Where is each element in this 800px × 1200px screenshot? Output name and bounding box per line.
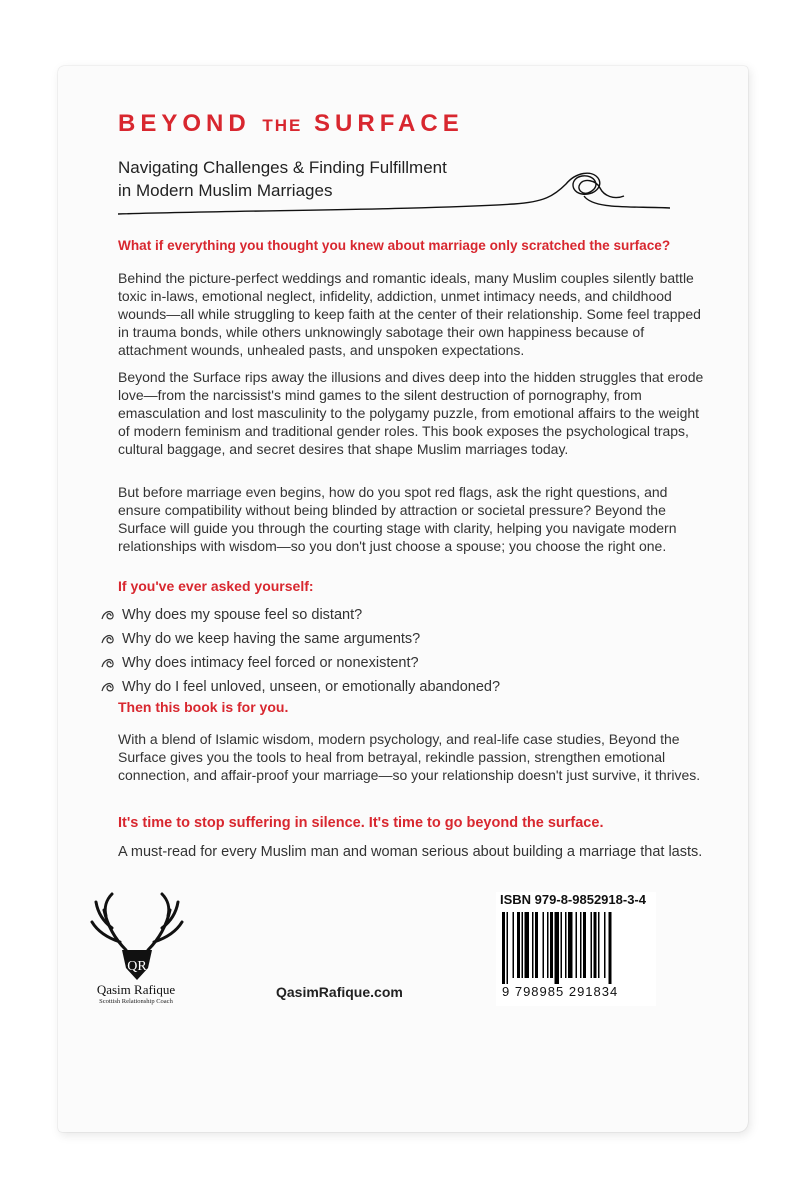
barcode-bar [594,912,597,978]
paragraph-courting: But before marriage even begins, how do you spot red flags, ask the right questions, and ensure compatibility without being blinded by attraction or societal pressure? Beyond the Surface will guide you through the courting stage with clarity, helping you navigate modern relationships with wisdom—so you don't just choose a spouse; you choose the right one. [118,484,677,554]
list-item [100,606,500,630]
barcode-bar [507,912,509,984]
barcode-bar [513,912,515,978]
must-read-line: A must-read for every Muslim man and woman serious about building a marriage that lasts. [118,844,703,860]
book-title [118,110,464,138]
barcode-bar [580,912,582,978]
bullet-swirl-icon [100,655,118,671]
list-item [100,654,500,678]
barcode-bar [550,912,553,978]
barcode-bar [604,912,606,978]
bullet-text: Why do I feel unloved, unseen, or emotionally abandoned? [122,679,501,695]
book-back-cover [58,66,748,1132]
bullet-swirl-icon [100,631,118,647]
asked-heading: If you've ever asked yourself: [118,578,314,594]
barcode-bar [565,912,567,978]
closing-line: It's time to stop suffering in silence. It's time to go beyond the surface. [118,815,604,831]
barcode-digits: 9 798985 291834 [502,984,619,999]
barcode-bar [522,912,524,978]
knot-swirl-icon [114,166,674,226]
question-list [100,606,500,702]
barcode-icon [498,912,654,984]
barcode-bar [583,912,586,978]
barcode-bar [543,912,545,978]
barcode-bar [555,912,560,984]
barcode-bar [591,912,593,978]
for-you-heading: Then this book is for you. [118,699,289,715]
isbn-barcode-block [496,892,656,1006]
book-subtitle: Navigating Challenges & Finding Fulfillment in Modern Muslim Marriages [118,158,447,200]
logo-tagline: Scottish Relationship Coach [99,998,173,1005]
website-link[interactable]: QasimRafique.com [276,984,403,1000]
bullet-text: Why do we keep having the same arguments? [122,631,421,647]
barcode-bar [576,912,578,978]
bullet-text: Why does my spouse feel so distant? [122,607,363,623]
barcode-bar [535,912,538,978]
title-beyond: BEYOND [118,110,263,137]
paragraph-struggles: Beyond the Surface rips away the illusions and dives deep into the hidden struggles that erode love—from the narcissist's mind games to the silent destruction of pornography, from emasculation and lost masculinity to the polygamy puzzle, from emotional affairs to the weight of modern feminism and traditional gender roles. This book exposes the psychological traps, cultural baggage, and secret desires that shape Muslim marriages today. [118,369,704,457]
bullet-swirl-icon [100,607,118,623]
list-item [100,630,500,654]
barcode-bar [598,912,600,978]
logo-name: Qasim Rafique [96,982,176,997]
bullet-text: Why does intimacy feel forced or nonexistent? [122,655,419,671]
barcode-bar [532,912,534,978]
logo-monogram: QR [127,959,147,974]
barcode-bar [525,912,530,978]
paragraph-intro: Behind the picture-perfect weddings and romantic ideals, many Muslim couples silently battle toxic in-laws, emotional neglect, infidelity, addiction, unmet intimacy needs, and childhood wounds—all while struggling to keep faith at the center of their relationship. Some feel trapped in trauma bonds, while others unknowingly sabotage their own happiness because of attachment wounds, unhealed pasts, and unspoken expectations. [118,270,701,358]
hook-question: What if everything you thought you knew about marriage only scratched the surface? [118,238,671,253]
barcode-bar [502,912,505,984]
isbn-label: ISBN 979-8-9852918-3-4 [500,892,646,907]
barcode-bar [517,912,520,978]
title-the: THE [262,116,303,135]
title-surface: SURFACE [302,110,464,137]
barcode-bar [609,912,612,984]
barcode-bar [568,912,573,978]
paragraph-benefits: With a blend of Islamic wisdom, modern psychology, and real-life case studies, Beyond the Surface gives you the tools to heal from betrayal, rekindle passion, strengthen emotional connection, and affair-proof your marriage—so your relationship doesn't just survive, it thrives. [118,731,701,783]
bullet-swirl-icon [100,679,118,695]
barcode-bar [561,912,563,978]
barcode-bar [547,912,549,978]
